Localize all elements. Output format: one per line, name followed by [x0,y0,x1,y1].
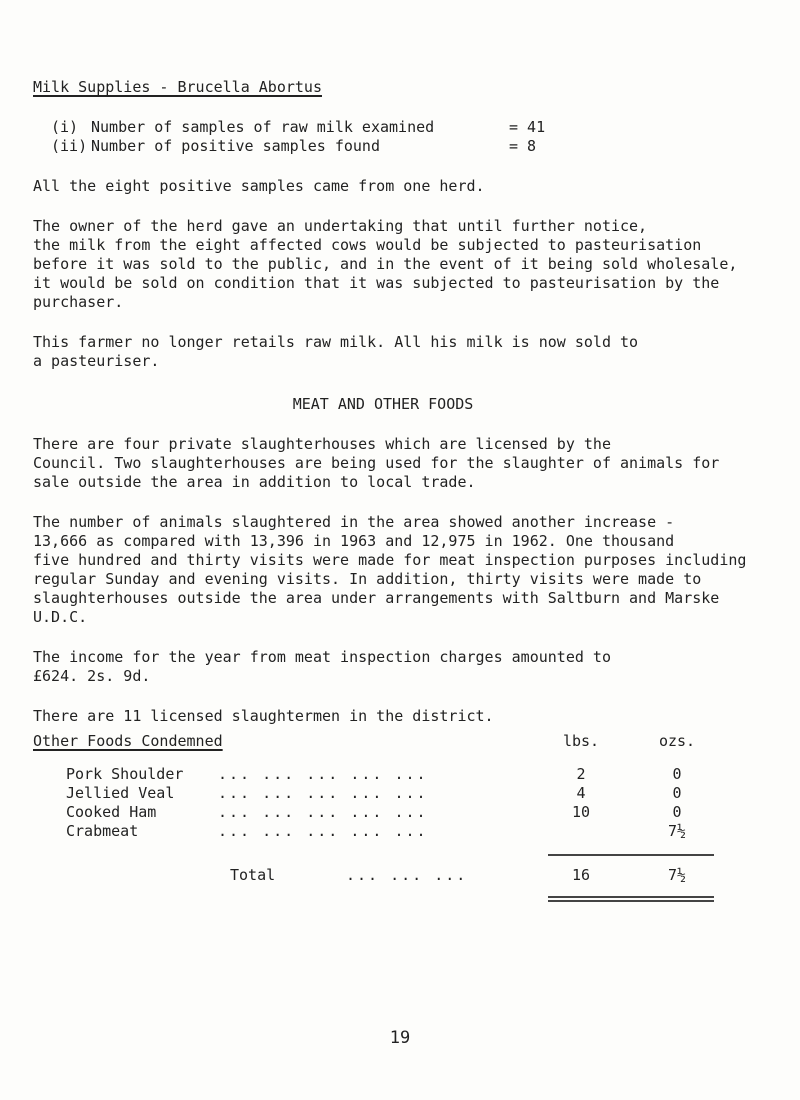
total-ozs: 7½ [667,866,687,884]
ozs-value: 0 [672,765,682,783]
total-row [0,866,800,886]
column-header-ozs: ozs. [658,732,696,750]
paragraph-line: The number of animals slaughtered in the area showed another increase - [33,513,675,531]
condemned-heading: Other Foods Condemned [33,732,223,750]
list-item-number: (i) [51,118,79,136]
total-lbs: 16 [571,866,591,884]
leader-dots: ... ... ... ... ... [218,803,428,821]
list-item-number: (ii) [51,137,88,155]
paragraph-line: Council. Two slaughterhouses are being used for the slaughter of animals for [33,454,720,472]
paragraph-line: regular Sunday and evening visits. In addition, thirty visits were made to [33,570,702,588]
paragraph-line: The income for the year from meat inspection charges amounted to [33,648,611,666]
paragraph-line: 13,666 as compared with 13,396 in 1963 and 12,975 in 1962. One thousand [33,532,675,550]
paragraph-line: the milk from the eight affected cows would be subjected to pasteurisation [33,236,702,254]
table-row [0,803,800,823]
food-item: Crabmeat [66,822,139,840]
leader-dots: ... ... ... [346,866,468,884]
ozs-value: 7½ [667,822,687,840]
paragraph-line: purchaser. [33,293,124,311]
milk-paragraph-1: All the eight positive samples came from one herd. [33,177,485,195]
list-item-text: Number of samples of raw milk examined [91,118,435,136]
food-item: Cooked Ham [66,803,157,821]
paragraph-line: U.D.C. [33,608,88,626]
meat-paragraph-4: There are 11 licensed slaughtermen in the district. [33,707,494,725]
paragraph-line: £624. 2s. 9d. [33,667,151,685]
list-item-value: = 8 [509,137,537,155]
ozs-value: 0 [672,803,682,821]
food-item: Pork Shoulder [66,765,184,783]
paragraph-line: sale outside the area in addition to local trade. [33,473,476,491]
paragraph-line: This farmer no longer retails raw milk. All his milk is now sold to [33,333,639,351]
paragraph-line: it would be sold on condition that it was subjected to pasteurisation by the [33,274,720,292]
list-item-text: Number of positive samples found [91,137,380,155]
paragraph-line: a pasteuriser. [33,352,160,370]
lbs-value: 4 [576,784,586,802]
total-double-rule-bottom [548,900,714,902]
paragraph-line: There are four private slaughterhouses which are licensed by the [33,435,611,453]
ozs-value: 0 [672,784,682,802]
food-item: Jellied Veal [66,784,175,802]
leader-dots: ... ... ... ... ... [218,822,428,840]
total-label: Total [230,866,276,884]
leader-dots: ... ... ... ... ... [218,765,428,783]
sum-rule [548,854,714,856]
meat-section-heading: MEAT AND OTHER FOODS [292,395,474,413]
table-row [0,822,800,842]
column-header-lbs: lbs. [562,732,600,750]
leader-dots: ... ... ... ... ... [218,784,428,802]
paragraph-line: The owner of the herd gave an undertaking that until further notice, [33,217,648,235]
paragraph-line: five hundred and thirty visits were made for meat inspection purposes including [33,551,747,569]
table-row [0,784,800,804]
paragraph-line: before it was sold to the public, and in the event of it being sold wholesale, [33,255,738,273]
paragraph-line: slaughterhouses outside the area under arrangements with Saltburn and Marske [33,589,720,607]
list-item-value: = 41 [509,118,546,136]
table-row [0,765,800,785]
milk-section-title: Milk Supplies - Brucella Abortus [33,78,322,96]
page-number: 19 [389,1028,411,1048]
total-double-rule-top [548,896,714,898]
lbs-value: 10 [571,803,591,821]
lbs-value: 2 [576,765,586,783]
